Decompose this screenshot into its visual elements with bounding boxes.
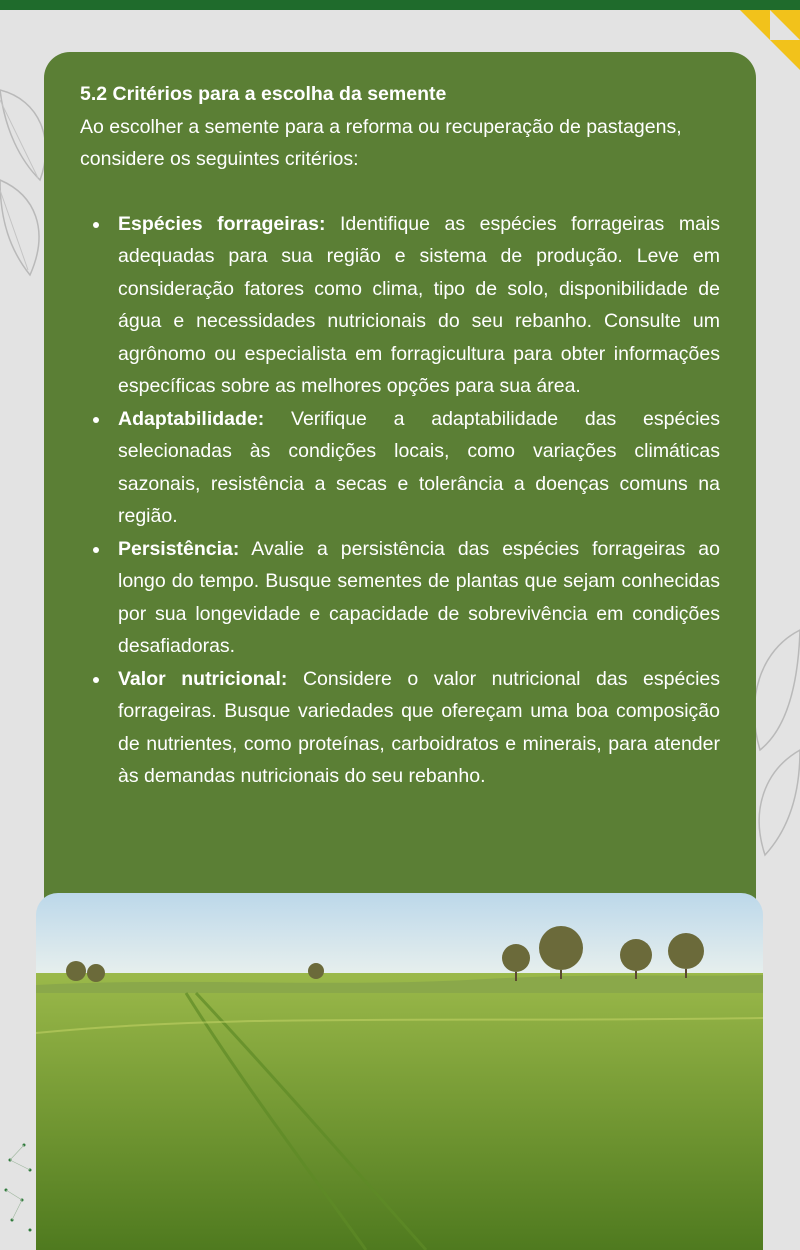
criterion-text: Considere o valor nutricional das espécies forrageiras. Busque variedades que ofereçam uma boa composição de nutrientes, como proteínas, carboidratos e minerais, para atender às demandas nutricionais do seu rebanho. [118,667,720,787]
list-item [80,403,720,533]
list-item [80,663,720,793]
section-intro: Ao escolher a semente para a reforma ou recuperação de pastagens, considere os seguintes critérios: [80,115,682,170]
content-area [80,78,720,793]
top-bar [0,0,800,10]
pasture-field-photo [36,893,763,1250]
criterion-term: Persistência: [118,537,240,560]
dot-network-icon [0,1135,40,1245]
criteria-list [80,208,720,793]
criterion-term: Adaptabilidade: [118,407,265,430]
section-title: 5.2 Critérios para a escolha da semente [80,83,447,105]
criterion-text: Verifique a adaptabilidade das espécies selecionadas às condições locais, como variações climáticas sazonais, resistência a secas e tolerância a doenças comuns na região. [118,407,720,527]
criterion-text: Avalie a persistência das espécies forrageiras ao longo do tempo. Busque sementes de plantas que sejam conhecidas por sua longevidade e capacidade de sobrevivência em condições desafiadoras. [118,537,720,657]
criterion-term: Valor nutricional: [118,667,288,690]
criterion-term: Espécies forrageiras: [118,212,326,235]
list-item [80,208,720,403]
list-item [80,533,720,663]
criterion-text: Identifique as espécies forrageiras mais adequadas para sua região e sistema de produção. Leve em consideração fatores como clima, tipo de solo, disponibilidade de água e necessidades nutricionais do seu rebanho. Consulte um agrônomo ou especialista em forragicultura para obter informações específicas sobre as melhores opções para sua área. [118,212,720,397]
